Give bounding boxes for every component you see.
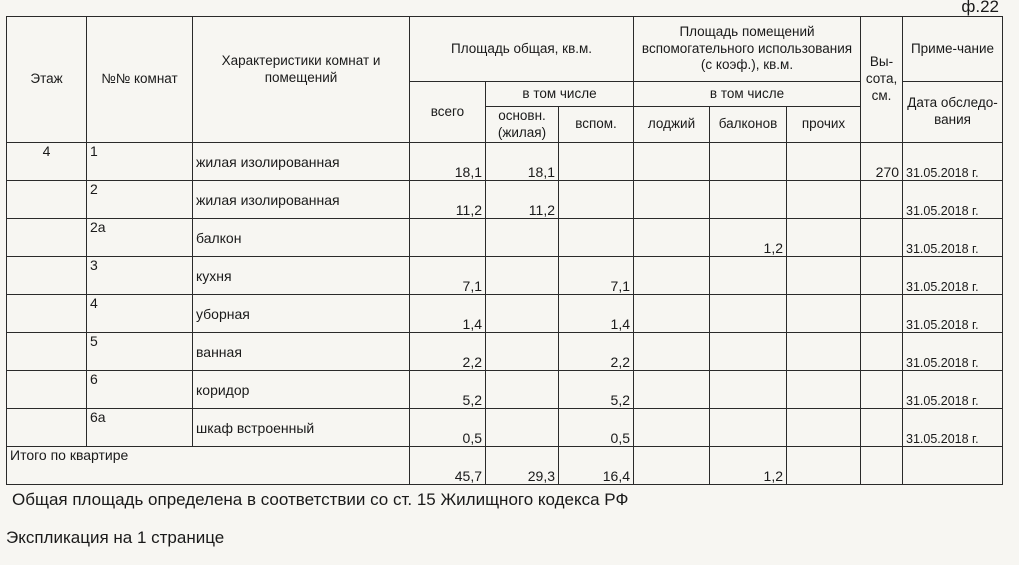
cell-room: 4	[87, 295, 193, 333]
cell-floor	[7, 409, 87, 447]
cell-main: 18,1	[486, 143, 559, 181]
cell-total: 11,2	[410, 181, 486, 219]
cell-name: уборная	[193, 295, 410, 333]
cell-total: 7,1	[410, 257, 486, 295]
col-inspection-date: Дата обследо-вания	[903, 82, 1003, 143]
cell-main	[486, 295, 559, 333]
cell-room: 6а	[87, 409, 193, 447]
explication-table	[6, 16, 1003, 485]
cell-loggia	[634, 181, 710, 219]
cell-aux	[559, 143, 634, 181]
cell-loggia	[634, 219, 710, 257]
cell-name: ванная	[193, 333, 410, 371]
cell-main	[486, 333, 559, 371]
cell-aux: 2,2	[559, 333, 634, 371]
col-other: прочих	[787, 107, 861, 143]
col-area-all: всего	[410, 82, 486, 143]
cell-name: балкон	[193, 219, 410, 257]
cell-height	[861, 333, 903, 371]
cell-room: 2а	[87, 219, 193, 257]
totals-date	[903, 447, 1003, 485]
table-row	[7, 371, 1003, 409]
cell-name: кухня	[193, 257, 410, 295]
cell-date: 31.05.2018 г.	[903, 143, 1003, 181]
totals-aux: 16,4	[559, 447, 634, 485]
table-row	[7, 257, 1003, 295]
cell-date: 31.05.2018 г.	[903, 181, 1003, 219]
col-aux-incl: в том числе	[634, 82, 861, 107]
cell-date: 31.05.2018 г.	[903, 295, 1003, 333]
col-note: Приме-чание	[903, 17, 1003, 82]
table-row	[7, 181, 1003, 219]
cell-floor	[7, 219, 87, 257]
cell-other	[787, 295, 861, 333]
cell-loggia	[634, 371, 710, 409]
note-law: Общая площадь определена в соответствии со ст. 15 Жилищного кодекса РФ	[12, 490, 629, 509]
cell-main	[486, 371, 559, 409]
cell-name: коридор	[193, 371, 410, 409]
cell-floor	[7, 295, 87, 333]
cell-main	[486, 219, 559, 257]
cell-height	[861, 219, 903, 257]
col-loggias: лоджий	[634, 107, 710, 143]
col-area-main: основн. (жилая)	[486, 107, 559, 143]
totals-row	[7, 447, 1003, 485]
totals-balcony: 1,2	[710, 447, 787, 485]
cell-balcony	[710, 181, 787, 219]
totals-main: 29,3	[486, 447, 559, 485]
cell-loggia	[634, 409, 710, 447]
cell-aux: 7,1	[559, 257, 634, 295]
cell-name: жилая изолированная	[193, 143, 410, 181]
cell-main: 11,2	[486, 181, 559, 219]
cell-room: 6	[87, 371, 193, 409]
col-area-aux: вспом.	[559, 107, 634, 143]
cell-loggia	[634, 295, 710, 333]
cell-total	[410, 219, 486, 257]
form-number: ф.22	[961, 0, 999, 16]
cell-other	[787, 409, 861, 447]
cell-height	[861, 409, 903, 447]
cell-floor: 4	[7, 143, 87, 181]
col-balconies: балконов	[710, 107, 787, 143]
col-floor: Этаж	[7, 17, 87, 143]
cell-date: 31.05.2018 г.	[903, 257, 1003, 295]
cell-height	[861, 371, 903, 409]
cell-other	[787, 143, 861, 181]
cell-total: 2,2	[410, 333, 486, 371]
cell-loggia	[634, 143, 710, 181]
cell-room: 2	[87, 181, 193, 219]
cell-main	[486, 257, 559, 295]
col-area-total: Площадь общая, кв.м.	[410, 17, 634, 82]
table-row	[7, 219, 1003, 257]
col-area-incl: в том числе	[486, 82, 634, 107]
cell-balcony	[710, 257, 787, 295]
cell-date: 31.05.2018 г.	[903, 219, 1003, 257]
cell-room: 3	[87, 257, 193, 295]
cell-floor	[7, 371, 87, 409]
cell-height: 270	[861, 143, 903, 181]
cell-loggia	[634, 257, 710, 295]
cell-floor	[7, 181, 87, 219]
cell-total: 1,4	[410, 295, 486, 333]
cell-loggia	[634, 333, 710, 371]
cell-balcony	[710, 371, 787, 409]
totals-label: Итого по квартире	[7, 447, 410, 485]
cell-date: 31.05.2018 г.	[903, 333, 1003, 371]
cell-other	[787, 181, 861, 219]
col-characteristics: Характеристики комнат и помещений	[193, 17, 410, 143]
col-rooms: №№ комнат	[87, 17, 193, 143]
col-height: Вы-сота, см.	[861, 17, 903, 143]
cell-floor	[7, 257, 87, 295]
note-pages: Экспликация на 1 странице	[6, 528, 225, 547]
cell-aux: 1,4	[559, 295, 634, 333]
cell-total: 18,1	[410, 143, 486, 181]
cell-other	[787, 257, 861, 295]
table-row	[7, 295, 1003, 333]
totals-height	[861, 447, 903, 485]
totals-total: 45,7	[410, 447, 486, 485]
table-row	[7, 143, 1003, 181]
cell-height	[861, 295, 903, 333]
cell-name: шкаф встроенный	[193, 409, 410, 447]
cell-aux	[559, 219, 634, 257]
cell-total: 5,2	[410, 371, 486, 409]
totals-other	[787, 447, 861, 485]
cell-other	[787, 371, 861, 409]
cell-main	[486, 409, 559, 447]
cell-balcony	[710, 409, 787, 447]
table-row	[7, 333, 1003, 371]
cell-date: 31.05.2018 г.	[903, 371, 1003, 409]
cell-other	[787, 333, 861, 371]
cell-aux: 0,5	[559, 409, 634, 447]
cell-other	[787, 219, 861, 257]
cell-room: 5	[87, 333, 193, 371]
cell-balcony	[710, 295, 787, 333]
cell-aux	[559, 181, 634, 219]
table-row	[7, 409, 1003, 447]
cell-height	[861, 181, 903, 219]
cell-aux: 5,2	[559, 371, 634, 409]
totals-loggia	[634, 447, 710, 485]
cell-height	[861, 257, 903, 295]
cell-floor	[7, 333, 87, 371]
cell-balcony	[710, 333, 787, 371]
col-aux-area: Площадь помещений вспомогательного использования (с коэф.), кв.м.	[634, 17, 861, 82]
cell-balcony	[710, 143, 787, 181]
cell-room: 1	[87, 143, 193, 181]
cell-name: жилая изолированная	[193, 181, 410, 219]
cell-date: 31.05.2018 г.	[903, 409, 1003, 447]
cell-total: 0,5	[410, 409, 486, 447]
cell-balcony: 1,2	[710, 219, 787, 257]
